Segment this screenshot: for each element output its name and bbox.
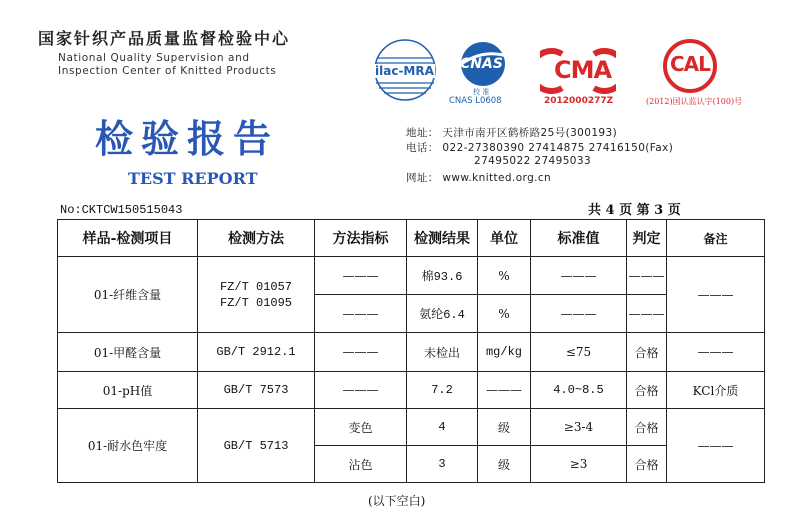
cell-note: KCl介质 (667, 372, 765, 409)
table-header-row (58, 220, 765, 257)
table-row (58, 333, 765, 372)
cell-result: 棉93.6 (407, 257, 478, 295)
contact-website: 网址： www.knitted.org.cn (406, 172, 552, 184)
contact-phone-line2: 27495022 27495033 (474, 155, 592, 167)
cell-method: GB/T 2912.1 (198, 333, 315, 372)
cell-note: ——— (667, 257, 765, 333)
cell-result: 7.2 (407, 372, 478, 409)
cell-method (198, 257, 315, 333)
report-title-cn: 检验报告 (95, 116, 280, 161)
cal-code: (2012)国认监认字(100)号 (646, 97, 743, 106)
cell-unit: 级 (478, 446, 531, 483)
cnas-text: CNAS (460, 56, 503, 72)
cnas-code: CNAS L0608 (449, 96, 502, 106)
contact-phone-line1: 电话： 022-27380390 27414875 27416150(Fax) (406, 142, 674, 154)
cma-code: 2012000277Z (544, 96, 614, 106)
cell-judgement: 合格 (627, 372, 667, 409)
cell-method-line: FZ/T 01057 (219, 279, 292, 294)
cell-item: 01-纤维含量 (58, 257, 198, 333)
cell-judgement: 合格 (627, 409, 667, 446)
table-row (58, 409, 765, 446)
cell-index: ——— (315, 333, 407, 372)
cell-item: 01-耐水色牢度 (58, 409, 198, 483)
cell-standard: ≤75 (531, 333, 627, 372)
cell-method-line: FZ/T 01095 (219, 295, 292, 310)
cell-standard: ≥3-4 (531, 409, 627, 446)
cell-unit: 级 (478, 409, 531, 446)
cell-index: 沾色 (315, 446, 407, 483)
cell-result: 4 (407, 409, 478, 446)
cell-judgement: ——— (627, 295, 667, 333)
report-title-en: TEST REPORT (128, 169, 258, 188)
cell-item: 01-pH值 (58, 372, 198, 409)
cell-unit: ——— (478, 372, 531, 409)
cell-standard: 4.0~8.5 (531, 372, 627, 409)
header-method: 检测方法 (198, 220, 315, 257)
cell-result: 3 (407, 446, 478, 483)
cell-index: ——— (315, 257, 407, 295)
cma-logo (540, 48, 616, 108)
header-standard: 标准值 (531, 220, 627, 257)
ilac-mra-logo (370, 38, 440, 102)
cell-unit: % (478, 295, 531, 333)
cell-index: 变色 (315, 409, 407, 446)
cma-text: CMA (554, 56, 612, 84)
cnas-logo (446, 40, 520, 106)
cell-method: GB/T 7573 (198, 372, 315, 409)
header-result: 检测结果 (407, 220, 478, 257)
cell-index: ——— (315, 295, 407, 333)
cell-judgement: 合格 (627, 333, 667, 372)
cell-result: 未检出 (407, 333, 478, 372)
cell-standard: ≥3 (531, 446, 627, 483)
header-judgement: 判定 (627, 220, 667, 257)
header-unit: 单位 (478, 220, 531, 257)
table-row (58, 372, 765, 409)
report-number: No:CKTCW150515043 (60, 203, 183, 217)
cell-method: GB/T 5713 (198, 409, 315, 483)
center-name-en-line2: Inspection Center of Knitted Products (58, 65, 277, 77)
cell-judgement: 合格 (627, 446, 667, 483)
footer-note: (以下空白) (368, 494, 426, 508)
cell-note: ——— (667, 409, 765, 483)
page-info: 共 4 页 第 3 页 (588, 203, 681, 218)
cell-unit: % (478, 257, 531, 295)
cell-unit: mg/kg (478, 333, 531, 372)
header-note: 备注 (667, 220, 765, 257)
ilac-mra-text: ilac-MRA (375, 64, 434, 78)
cell-standard: ——— (531, 257, 627, 295)
cell-item: 01-甲醛含量 (58, 333, 198, 372)
cell-judgement: ——— (627, 257, 667, 295)
cell-standard: ——— (531, 295, 627, 333)
table-row (58, 257, 765, 295)
contact-address: 地址： 天津市南开区鹤桥路25号(300193) (406, 127, 618, 139)
cell-index: ——— (315, 372, 407, 409)
header-sample-item: 样品-检测项目 (58, 220, 198, 257)
header-method-index: 方法指标 (315, 220, 407, 257)
cal-text: CAL (670, 52, 710, 76)
cnas-sub-text: 校 准 (473, 88, 490, 96)
center-name-cn: 国家针织产品质量监督检验中心 (38, 29, 291, 48)
cell-note: ——— (667, 333, 765, 372)
results-table (57, 219, 765, 483)
cal-logo (640, 38, 743, 108)
cell-result: 氨纶6.4 (407, 295, 478, 333)
center-name-en-line1: National Quality Supervision and (58, 52, 250, 64)
